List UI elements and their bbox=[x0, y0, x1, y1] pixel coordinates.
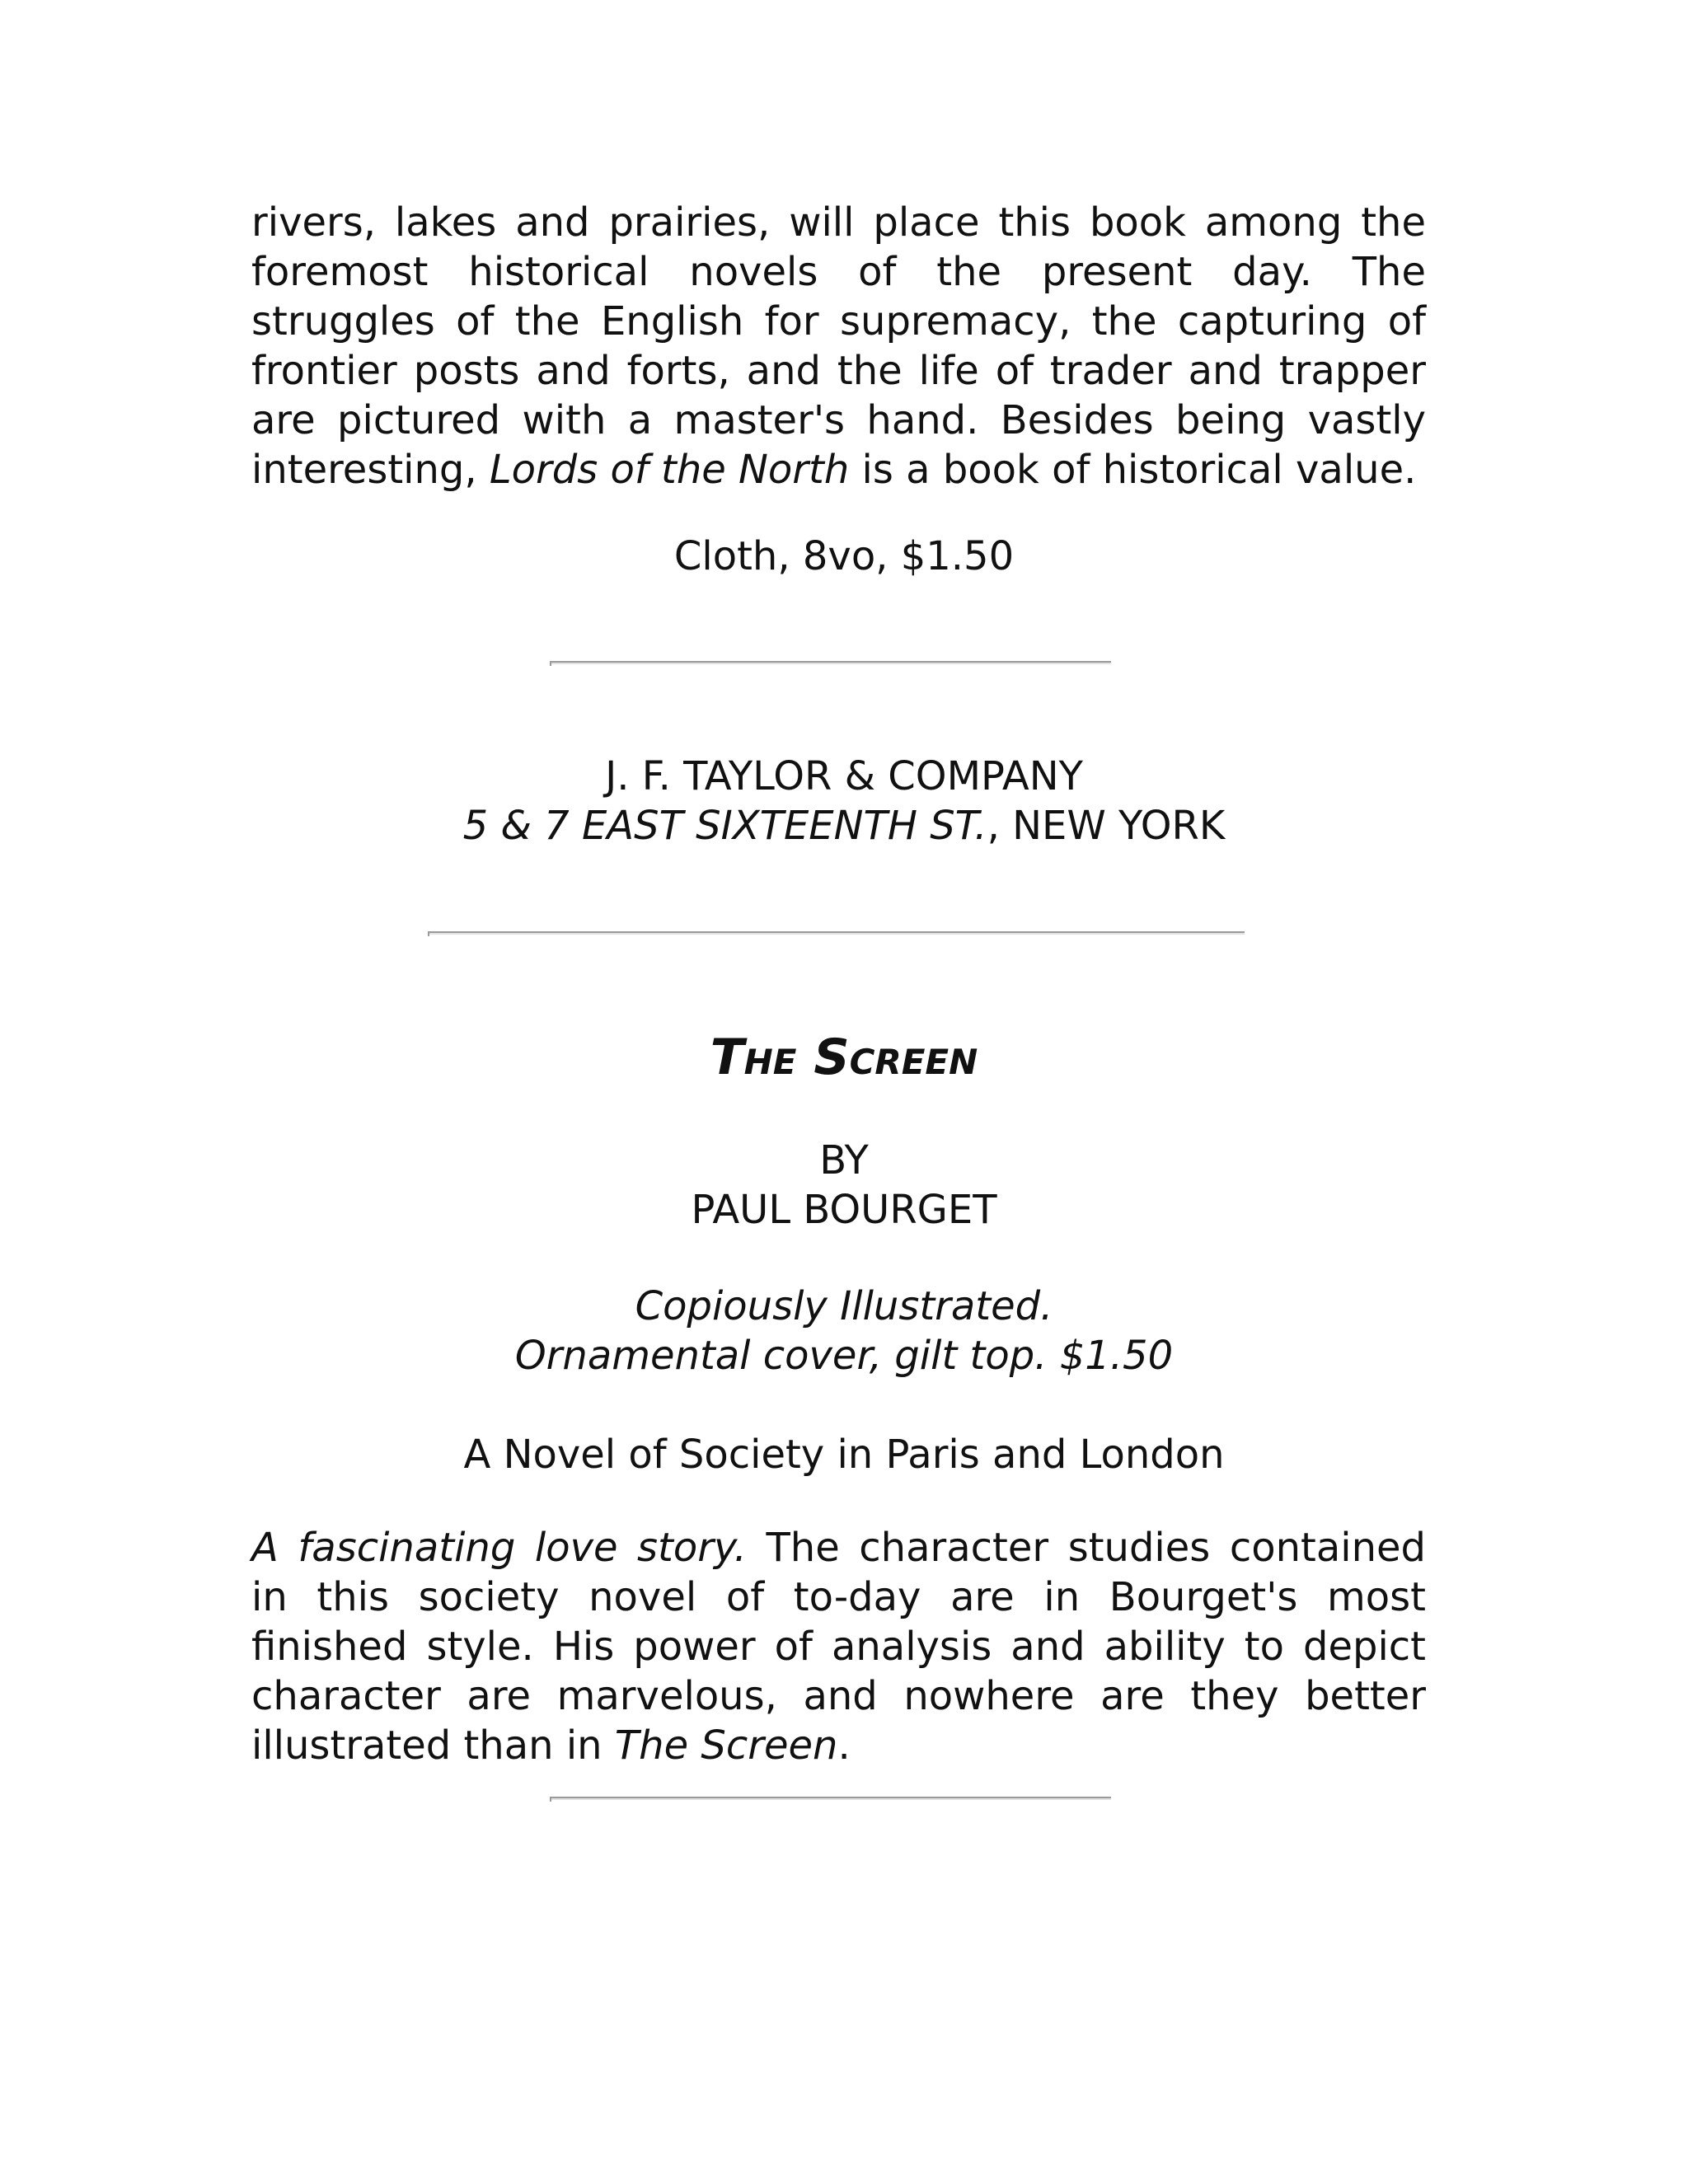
publisher-address bbox=[0, 801, 1688, 851]
lords-price: Cloth, 8vo, $1.50 bbox=[673, 533, 1015, 579]
screen-title-inline: The Screen bbox=[614, 1722, 838, 1769]
divider-rule bbox=[551, 1797, 1111, 1800]
illustrated-note bbox=[0, 1282, 1688, 1331]
cover-price-text: Ornamental cover, gilt top. $1.50 bbox=[514, 1333, 1174, 1379]
lords-title-inline: Lords of the North bbox=[489, 447, 850, 493]
cover-price-note bbox=[0, 1331, 1688, 1380]
publisher-name: J. F. TAYLOR & COMPANY bbox=[605, 753, 1083, 799]
divider-rule bbox=[551, 661, 1111, 664]
lords-description bbox=[251, 198, 1426, 494]
publisher-street: 5 & 7 EAST SIXTEENTH ST. bbox=[462, 803, 987, 849]
byline-label: BY bbox=[819, 1137, 869, 1183]
illustrated-note-text: Copiously Illustrated. bbox=[635, 1283, 1053, 1329]
lords-description-text: rivers, lakes and prairies, will place this book among the foremost historical novels of the present day. The struggles of the English for supremacy, the capturing of frontier posts and forts, and the life of trader and trapper are pictured with a master's hand. Besides being vastly interesting, bbox=[251, 199, 1426, 493]
screen-description-end: . bbox=[837, 1722, 851, 1769]
screen-description bbox=[251, 1523, 1426, 1770]
screen-description-text: The character studies contained in this society novel of to-day are in Bourget's most finished style. His power of analysis and ability to depict character are marvelous, and nowhere are they better illustrated than in bbox=[251, 1525, 1427, 1769]
divider-rule bbox=[429, 931, 1245, 935]
publisher-city: , NEW YORK bbox=[987, 803, 1226, 849]
screen-description-lead: A fascinating love story. bbox=[251, 1525, 747, 1571]
book-title: The Screen bbox=[710, 1029, 978, 1086]
author-name: PAUL BOURGET bbox=[691, 1187, 997, 1233]
book-subtitle: A Novel of Society in Paris and London bbox=[463, 1432, 1225, 1478]
lords-description-end: is a book of historical value. bbox=[849, 447, 1417, 493]
